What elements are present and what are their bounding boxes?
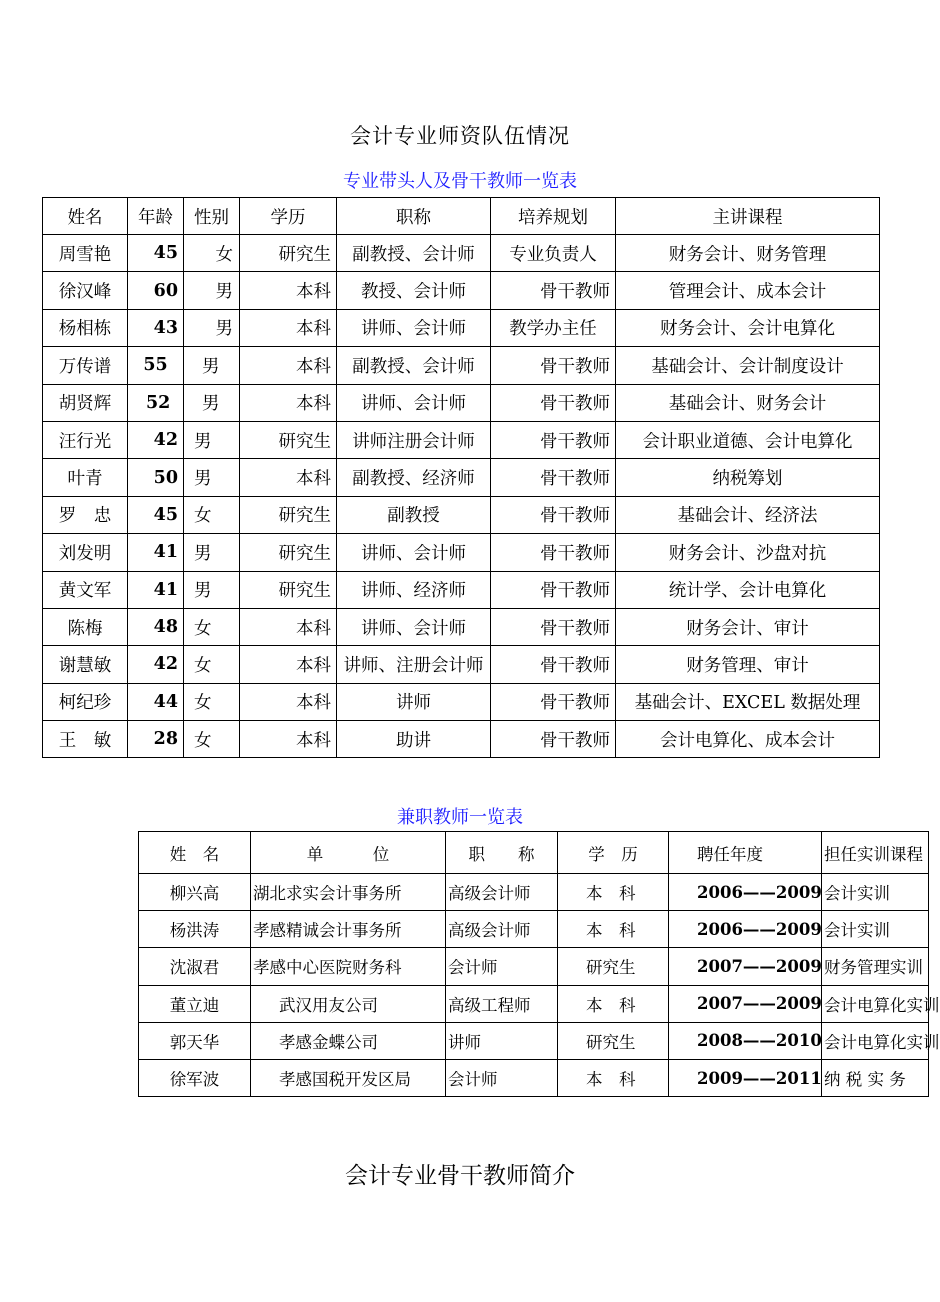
cell-courses: 基础会计、经济法: [616, 496, 880, 533]
table-row: [43, 459, 880, 496]
cell-degree: 研究生: [240, 534, 337, 571]
cell-age: 55: [128, 347, 184, 384]
cell-degree: 本科: [240, 646, 337, 683]
cell-name: 刘发明: [43, 534, 128, 571]
table1-caption: 专业带头人及骨干教师一览表: [343, 171, 577, 192]
column-header: 主讲课程: [616, 198, 880, 235]
cell-gender: 女: [184, 683, 240, 720]
column-header: 单 位: [251, 832, 446, 874]
cell-title: 高级工程师: [446, 985, 558, 1022]
cell-name: 杨洪涛: [139, 911, 251, 948]
cell-title: 教授、会计师: [337, 272, 491, 309]
cell-age: 48: [128, 608, 184, 645]
column-header: 姓名: [43, 198, 128, 235]
core-teachers-table: [42, 197, 880, 758]
cell-course: 会计电算化实训: [822, 1022, 929, 1059]
cell-years: 2007——2009: [669, 948, 822, 985]
cell-years: 2006——2009: [669, 911, 822, 948]
cell-degree: 本科: [240, 384, 337, 421]
cell-degree: 研究生: [558, 948, 669, 985]
cell-degree: 本科: [240, 459, 337, 496]
table-row: [43, 646, 880, 683]
table-header-row: [43, 198, 880, 235]
cell-plan: 骨干教师: [491, 384, 616, 421]
cell-gender: 男: [184, 309, 240, 346]
cell-gender: 男: [184, 347, 240, 384]
cell-employer: 孝感金蝶公司: [251, 1022, 446, 1059]
cell-age: 60: [128, 272, 184, 309]
cell-employer: 武汉用友公司: [251, 985, 446, 1022]
cell-courses: 财务会计、审计: [616, 608, 880, 645]
cell-title: 讲师、注册会计师: [337, 646, 491, 683]
cell-degree: 研究生: [240, 421, 337, 458]
part-time-teachers-table: [138, 831, 940, 1097]
cell-employer: 湖北求实会计事务所: [251, 874, 446, 911]
cell-name: 黄文军: [43, 571, 128, 608]
cell-gender: 女: [184, 608, 240, 645]
cell-title: 副教授、会计师: [337, 347, 491, 384]
cell-name: 谢慧敏: [43, 646, 128, 683]
cell-degree: 本 科: [558, 1059, 669, 1096]
cell-courses: 管理会计、成本会计: [616, 272, 880, 309]
cell-gender: 女: [184, 646, 240, 683]
table-row: [43, 384, 880, 421]
cell-age: 44: [128, 683, 184, 720]
cell-courses: 基础会计、EXCEL 数据处理: [616, 683, 880, 720]
cell-courses: 纳税筹划: [616, 459, 880, 496]
cell-age: 42: [128, 646, 184, 683]
cell-plan: 骨干教师: [491, 272, 616, 309]
cell-gender: 男: [184, 421, 240, 458]
cell-plan: 骨干教师: [491, 496, 616, 533]
cell-plan: 骨干教师: [491, 608, 616, 645]
cell-degree: 本 科: [558, 985, 669, 1022]
cell-course: 会计电算化实训: [822, 985, 929, 1022]
cell-title: 讲师: [446, 1022, 558, 1059]
cell-gender: 男: [184, 459, 240, 496]
cell-courses: 财务会计、财务管理: [616, 235, 880, 272]
cell-name: 徐军波: [139, 1059, 251, 1096]
table-row: [43, 534, 880, 571]
cell-age: 45: [128, 496, 184, 533]
cell-degree: 本科: [240, 309, 337, 346]
cell-name: 叶青: [43, 459, 128, 496]
cell-degree: 研究生: [240, 235, 337, 272]
cell-age: 41: [128, 571, 184, 608]
cell-name: 徐汉峰: [43, 272, 128, 309]
cell-title: 讲师、会计师: [337, 384, 491, 421]
cell-title: 讲师、会计师: [337, 534, 491, 571]
cell-courses: 会计职业道德、会计电算化: [616, 421, 880, 458]
table-row: [43, 309, 880, 346]
cell-plan: 骨干教师: [491, 683, 616, 720]
table-row: [139, 1022, 929, 1059]
cell-degree: 本 科: [558, 911, 669, 948]
cell-plan: 骨干教师: [491, 534, 616, 571]
cell-plan: 骨干教师: [491, 421, 616, 458]
cell-plan: 骨干教师: [491, 459, 616, 496]
cell-title: 讲师、会计师: [337, 608, 491, 645]
cell-degree: 本科: [240, 683, 337, 720]
cell-name: 汪行光: [43, 421, 128, 458]
cell-course: 会计实训: [822, 911, 929, 948]
cell-degree: 研究生: [558, 1022, 669, 1059]
table-row: [43, 272, 880, 309]
cell-courses: 统计学、会计电算化: [616, 571, 880, 608]
cell-title: 讲师注册会计师: [337, 421, 491, 458]
cell-name: 万传谱: [43, 347, 128, 384]
cell-gender: 男: [184, 534, 240, 571]
table2-caption: 兼职教师一览表: [397, 807, 523, 828]
cell-name: 杨相栋: [43, 309, 128, 346]
table-header-row: [139, 832, 929, 874]
table-row: [43, 571, 880, 608]
cell-gender: 男: [184, 571, 240, 608]
table-row: [43, 683, 880, 720]
section-heading: 会计专业骨干教师简介: [345, 1163, 575, 1189]
cell-gender: 男: [184, 272, 240, 309]
cell-course: 财务管理实训: [822, 948, 929, 985]
cell-degree: 本科: [240, 721, 337, 758]
cell-name: 柳兴高: [139, 874, 251, 911]
cell-plan: 骨干教师: [491, 347, 616, 384]
cell-name: 董立迪: [139, 985, 251, 1022]
cell-name: 胡贤辉: [43, 384, 128, 421]
cell-title: 高级会计师: [446, 911, 558, 948]
cell-name: 陈梅: [43, 608, 128, 645]
cell-years: 2009——2011: [669, 1059, 822, 1096]
cell-gender: 女: [184, 235, 240, 272]
table-row: [43, 347, 880, 384]
column-header: 年龄: [128, 198, 184, 235]
table-row: [43, 235, 880, 272]
cell-course: 会计实训: [822, 874, 929, 911]
cell-courses: 基础会计、会计制度设计: [616, 347, 880, 384]
cell-plan: 骨干教师: [491, 721, 616, 758]
cell-courses: 基础会计、财务会计: [616, 384, 880, 421]
cell-courses: 财务会计、沙盘对抗: [616, 534, 880, 571]
table-row: [139, 985, 929, 1022]
cell-title: 副教授: [337, 496, 491, 533]
cell-title: 高级会计师: [446, 874, 558, 911]
cell-plan: 骨干教师: [491, 646, 616, 683]
cell-title: 讲师、经济师: [337, 571, 491, 608]
cell-degree: 本科: [240, 608, 337, 645]
table-row: [139, 948, 929, 985]
cell-years: 2006——2009: [669, 874, 822, 911]
cell-courses: 会计电算化、成本会计: [616, 721, 880, 758]
cell-title: 讲师、会计师: [337, 309, 491, 346]
cell-degree: 本科: [240, 272, 337, 309]
cell-name: 周雪艳: [43, 235, 128, 272]
cell-age: 52: [128, 384, 184, 421]
cell-title: 会计师: [446, 948, 558, 985]
cell-plan: 专业负责人: [491, 235, 616, 272]
cell-name: 郭天华: [139, 1022, 251, 1059]
cell-title: 助讲: [337, 721, 491, 758]
column-header: 职称: [337, 198, 491, 235]
table-row: [139, 874, 929, 911]
cell-employer: 孝感精诚会计事务所: [251, 911, 446, 948]
cell-name: 沈淑君: [139, 948, 251, 985]
column-header: 担任实训课程: [822, 832, 929, 874]
document-title: 会计专业师资队伍情况: [350, 124, 570, 148]
cell-age: 28: [128, 721, 184, 758]
table-row: [43, 496, 880, 533]
cell-age: 50: [128, 459, 184, 496]
column-header: 培养规划: [491, 198, 616, 235]
cell-gender: 女: [184, 721, 240, 758]
cell-courses: 财务会计、会计电算化: [616, 309, 880, 346]
cell-degree: 研究生: [240, 496, 337, 533]
column-header: 聘任年度: [669, 832, 822, 874]
cell-title: 副教授、会计师: [337, 235, 491, 272]
table-row: [43, 721, 880, 758]
cell-years: 2008——2010: [669, 1022, 822, 1059]
column-header: 职 称: [446, 832, 558, 874]
cell-gender: 女: [184, 496, 240, 533]
cell-degree: 本 科: [558, 874, 669, 911]
cell-age: 45: [128, 235, 184, 272]
cell-age: 42: [128, 421, 184, 458]
cell-courses: 财务管理、审计: [616, 646, 880, 683]
cell-name: 王 敏: [43, 721, 128, 758]
cell-employer: 孝感国税开发区局: [251, 1059, 446, 1096]
table-row: [43, 608, 880, 645]
column-header: 学 历: [558, 832, 669, 874]
cell-age: 41: [128, 534, 184, 571]
cell-degree: 研究生: [240, 571, 337, 608]
table-row: [139, 911, 929, 948]
cell-years: 2007——2009: [669, 985, 822, 1022]
cell-plan: 骨干教师: [491, 571, 616, 608]
cell-plan: 教学办主任: [491, 309, 616, 346]
cell-course: 纳 税 实 务: [822, 1059, 929, 1096]
column-header: 学历: [240, 198, 337, 235]
column-header: 性别: [184, 198, 240, 235]
table-row: [139, 1059, 929, 1096]
cell-age: 43: [128, 309, 184, 346]
cell-degree: 本科: [240, 347, 337, 384]
cell-title: 副教授、经济师: [337, 459, 491, 496]
table-row: [43, 421, 880, 458]
cell-gender: 男: [184, 384, 240, 421]
cell-name: 柯纪珍: [43, 683, 128, 720]
column-header: 姓 名: [139, 832, 251, 874]
cell-name: 罗 忠: [43, 496, 128, 533]
cell-title: 会计师: [446, 1059, 558, 1096]
cell-employer: 孝感中心医院财务科: [251, 948, 446, 985]
cell-title: 讲师: [337, 683, 491, 720]
